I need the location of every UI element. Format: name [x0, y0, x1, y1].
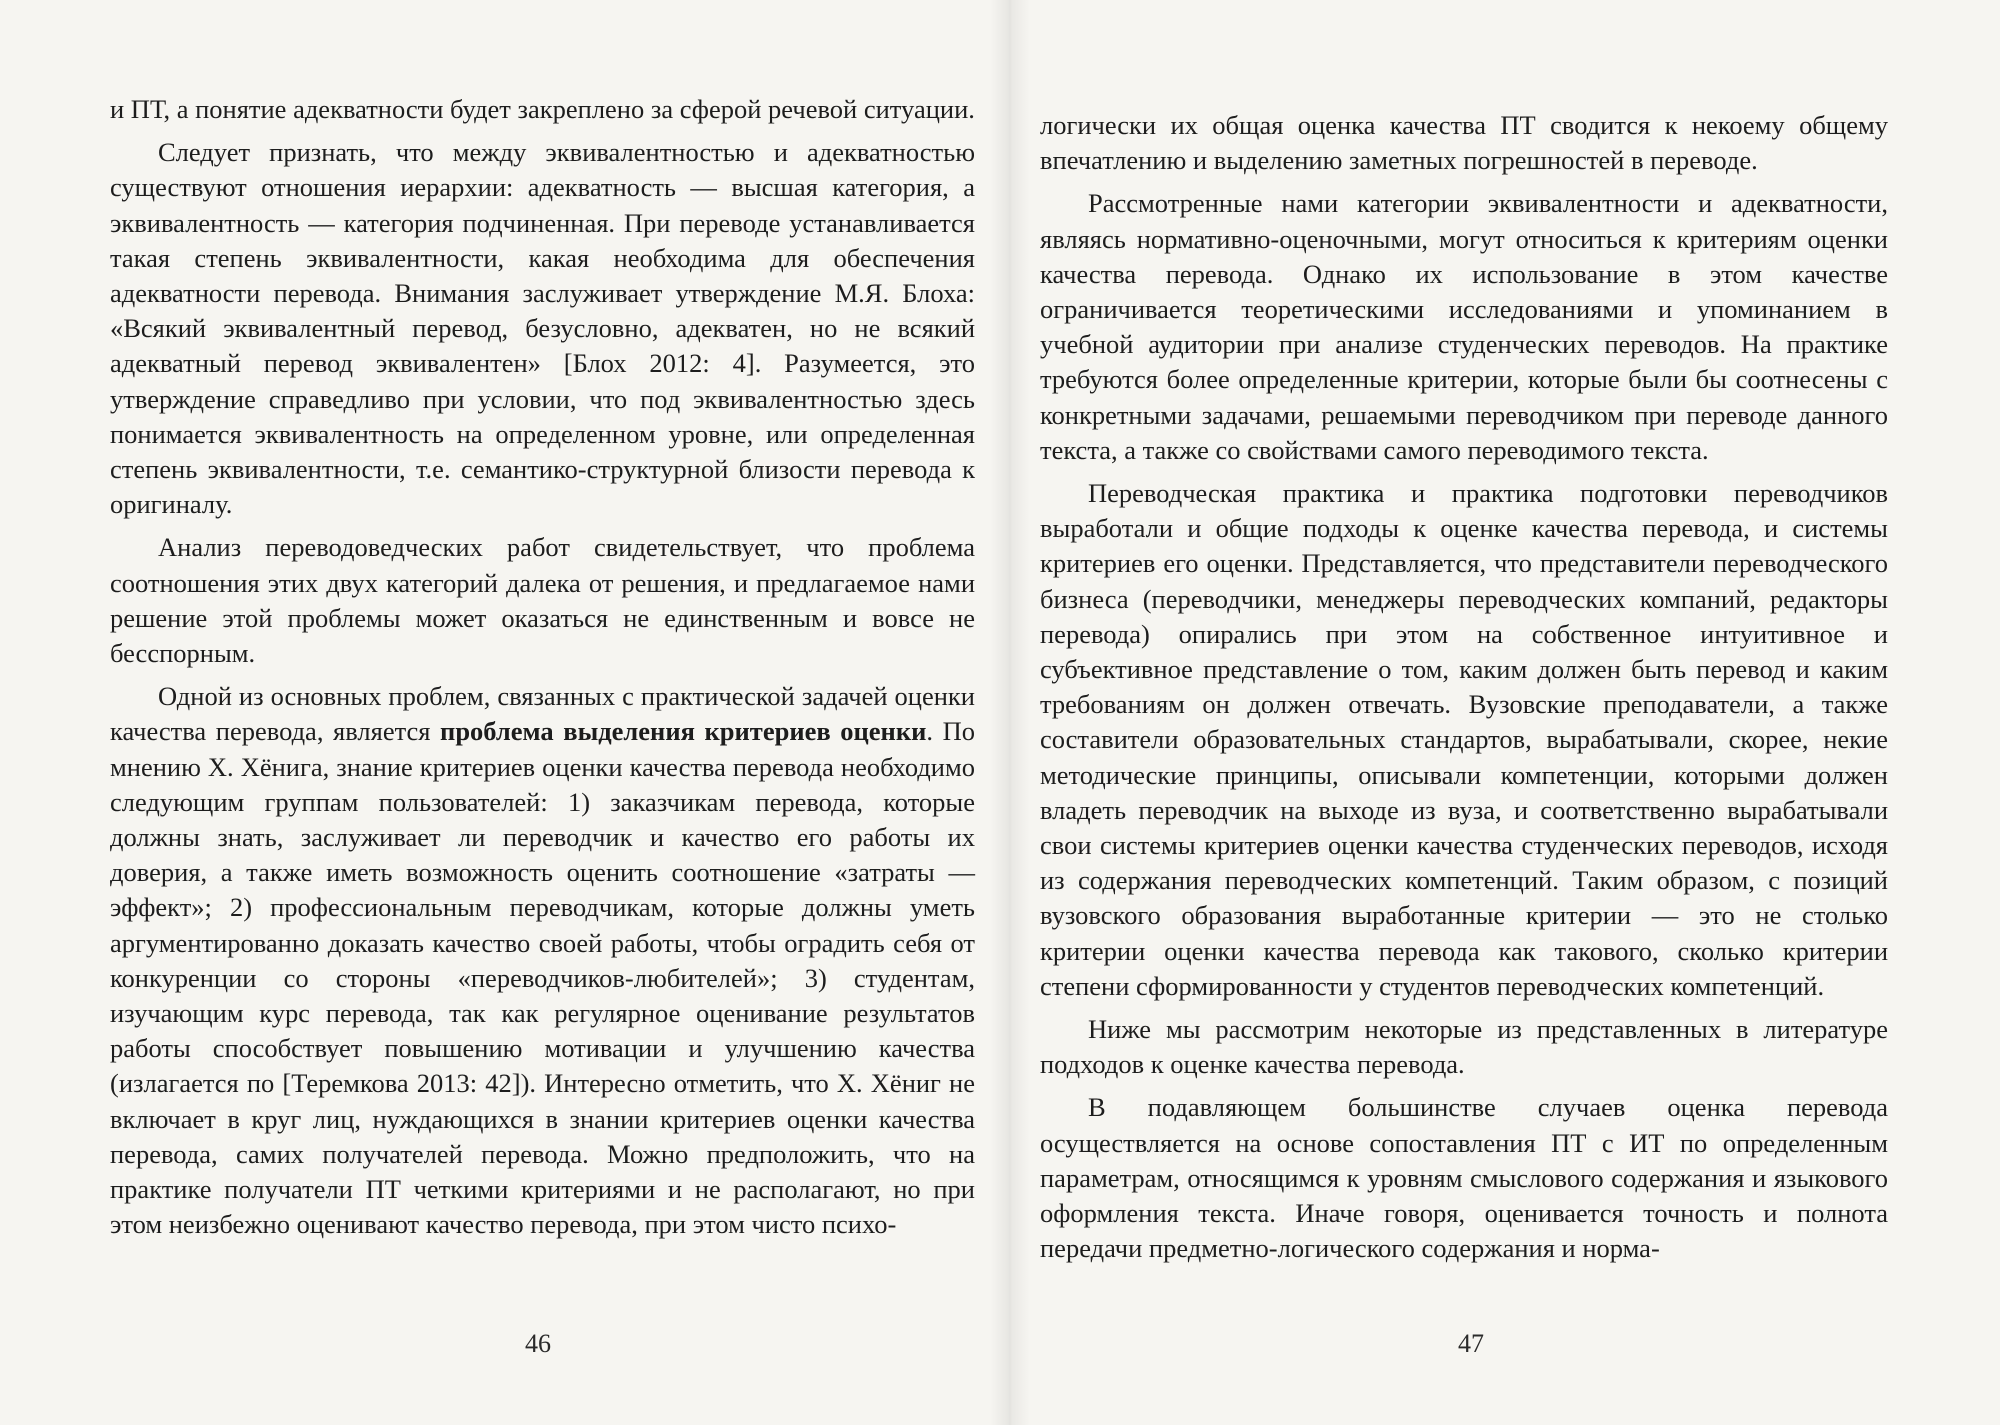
- paragraph-text-after: . По мнению Х. Хёнига, знание критериев оценки качества перевода необходимо следующим группам пользователей: 1) заказчикам перевода, которые должны знать, заслуживает ли переводчик и качество его работы их доверия, а также иметь возможность оценить соотношение «затраты — эффект»; 2) профессиональным переводчикам, которые должны уметь аргументированно доказать качество своей работы, чтобы оградить себя от конкуренции со стороны «переводчиков-любителей»; 3) студентам, изучающим курс перевода, так как регулярное оценивание результатов работы способствует повышению мотивации и улучшению качества (излагается по [Теремкова 2013: 42]). Интересно отметить, что Х. Хёниг не включает в круг лиц, нуждающихся в знании критериев оценки качества перевода, самих получателей перевода. Можно предположить, что на практике получатели ПТ четкими критериями и не располагают, но при этом неизбежно оценивают качество перевода, при этом чисто психо-: [110, 716, 975, 1240]
- right-paragraph-2: Рассмотренные нами категории эквивалентности и адекватности, являясь нормативно-оценочными, могут относиться к критериям оценки качества перевода. Однако их использование в этом качестве ограничивается теоретическими исследованиями и упоминанием в учебной аудитории при анализе студенческих переводов. На практике требуются более определенные критерии, которые были бы соотнесены с конкретными задачами, решаемыми переводчиком при переводе данного текста, а также со свойствами самого переводимого текста.: [1040, 188, 1888, 465]
- right-paragraph-3: Переводческая практика и практика подготовки переводчиков выработали и общие подходы к оценке качества перевода, и системы критериев его оценки. Представляется, что представители переводческого бизнеса (переводчики, менеджеры переводческих компаний, редакторы перевода) опирались при этом на собственное интуитивное и субъективное представление о том, каким должен быть перевод и каким требованиям он должен отвечать. Вузовские преподаватели, а также составители образовательных стандартов, вырабатывали, скорее, некие методические принципы, описывали компетенции, которыми должен владеть переводчик на выходе из вуза, и соответственно вырабатывали свои системы критериев оценки качества студенческих переводов, исходя из содержания переводческих компетенций. Таким образом, с позиций вузовского образования выработанные критерии — это не столько критерии оценки качества перевода как такового, сколько критерии степени сформированности у студентов переводческих компетенций.: [1040, 478, 1888, 1001]
- bold-term: проблема выделения критериев оценки: [440, 716, 927, 747]
- right-paragraph-4: Ниже мы рассмотрим некоторые из представленных в литературе подходов к оценке качества перевода.: [1040, 1014, 1888, 1080]
- page-number-left: 46: [525, 1329, 551, 1358]
- left-page: [110, 92, 975, 1243]
- left-paragraph-1: и ПТ, а понятие адекватности будет закреплено за сферой речевой ситуации.: [110, 94, 975, 124]
- left-paragraph-2: Следует признать, что между эквивалентностью и адекватностью существуют отношения иерархии: адекватность — высшая категория, а эквивалентность — категория подчиненная. При переводе устанавливается такая степень эквивалентности, какая необходима для обеспечения адекватности перевода. Внимания заслуживает утверждение М.Я. Блоха: «Всякий эквивалентный перевод, безусловно, адекватен, но не всякий адекватный перевод эквивалентен» [Блох 2012: 4]. Разумеется, это утверждение справедливо при условии, что под эквивалентностью здесь понимается эквивалентность на определенном уровне, или определенная степень эквивалентности, т.е. семантико-структурной близости перевода к оригиналу.: [110, 137, 975, 520]
- page-number-right: 47: [1458, 1329, 1484, 1358]
- right-page: [1040, 108, 1888, 1267]
- left-paragraph-3: Анализ переводоведческих работ свидетельствует, что проблема соотношения этих двух категорий далека от решения, и предлагаемое нами решение этой проблемы может оказаться не единственным и вовсе не бесспорным.: [110, 532, 975, 669]
- left-paragraph-4: [110, 679, 975, 1242]
- paragraph-text-before: Одной из основных проблем, связанных с практической задачей оценки качества перевода, является: [110, 681, 975, 747]
- right-paragraph-5: В подавляющем большинстве случаев оценка перевода осуществляется на основе сопоставления ПТ с ИТ по определенным параметрам, относящимся к уровням смыслового содержания и языкового оформления текста. Иначе говоря, оценивается точность и полнота передачи предметно-логического содержания и норма-: [1040, 1092, 1888, 1264]
- book-gutter: [990, 0, 1030, 1425]
- right-paragraph-1: логически их общая оценка качества ПТ сводится к некоему общему впечатлению и выделению заметных погрешностей в переводе.: [1040, 110, 1888, 176]
